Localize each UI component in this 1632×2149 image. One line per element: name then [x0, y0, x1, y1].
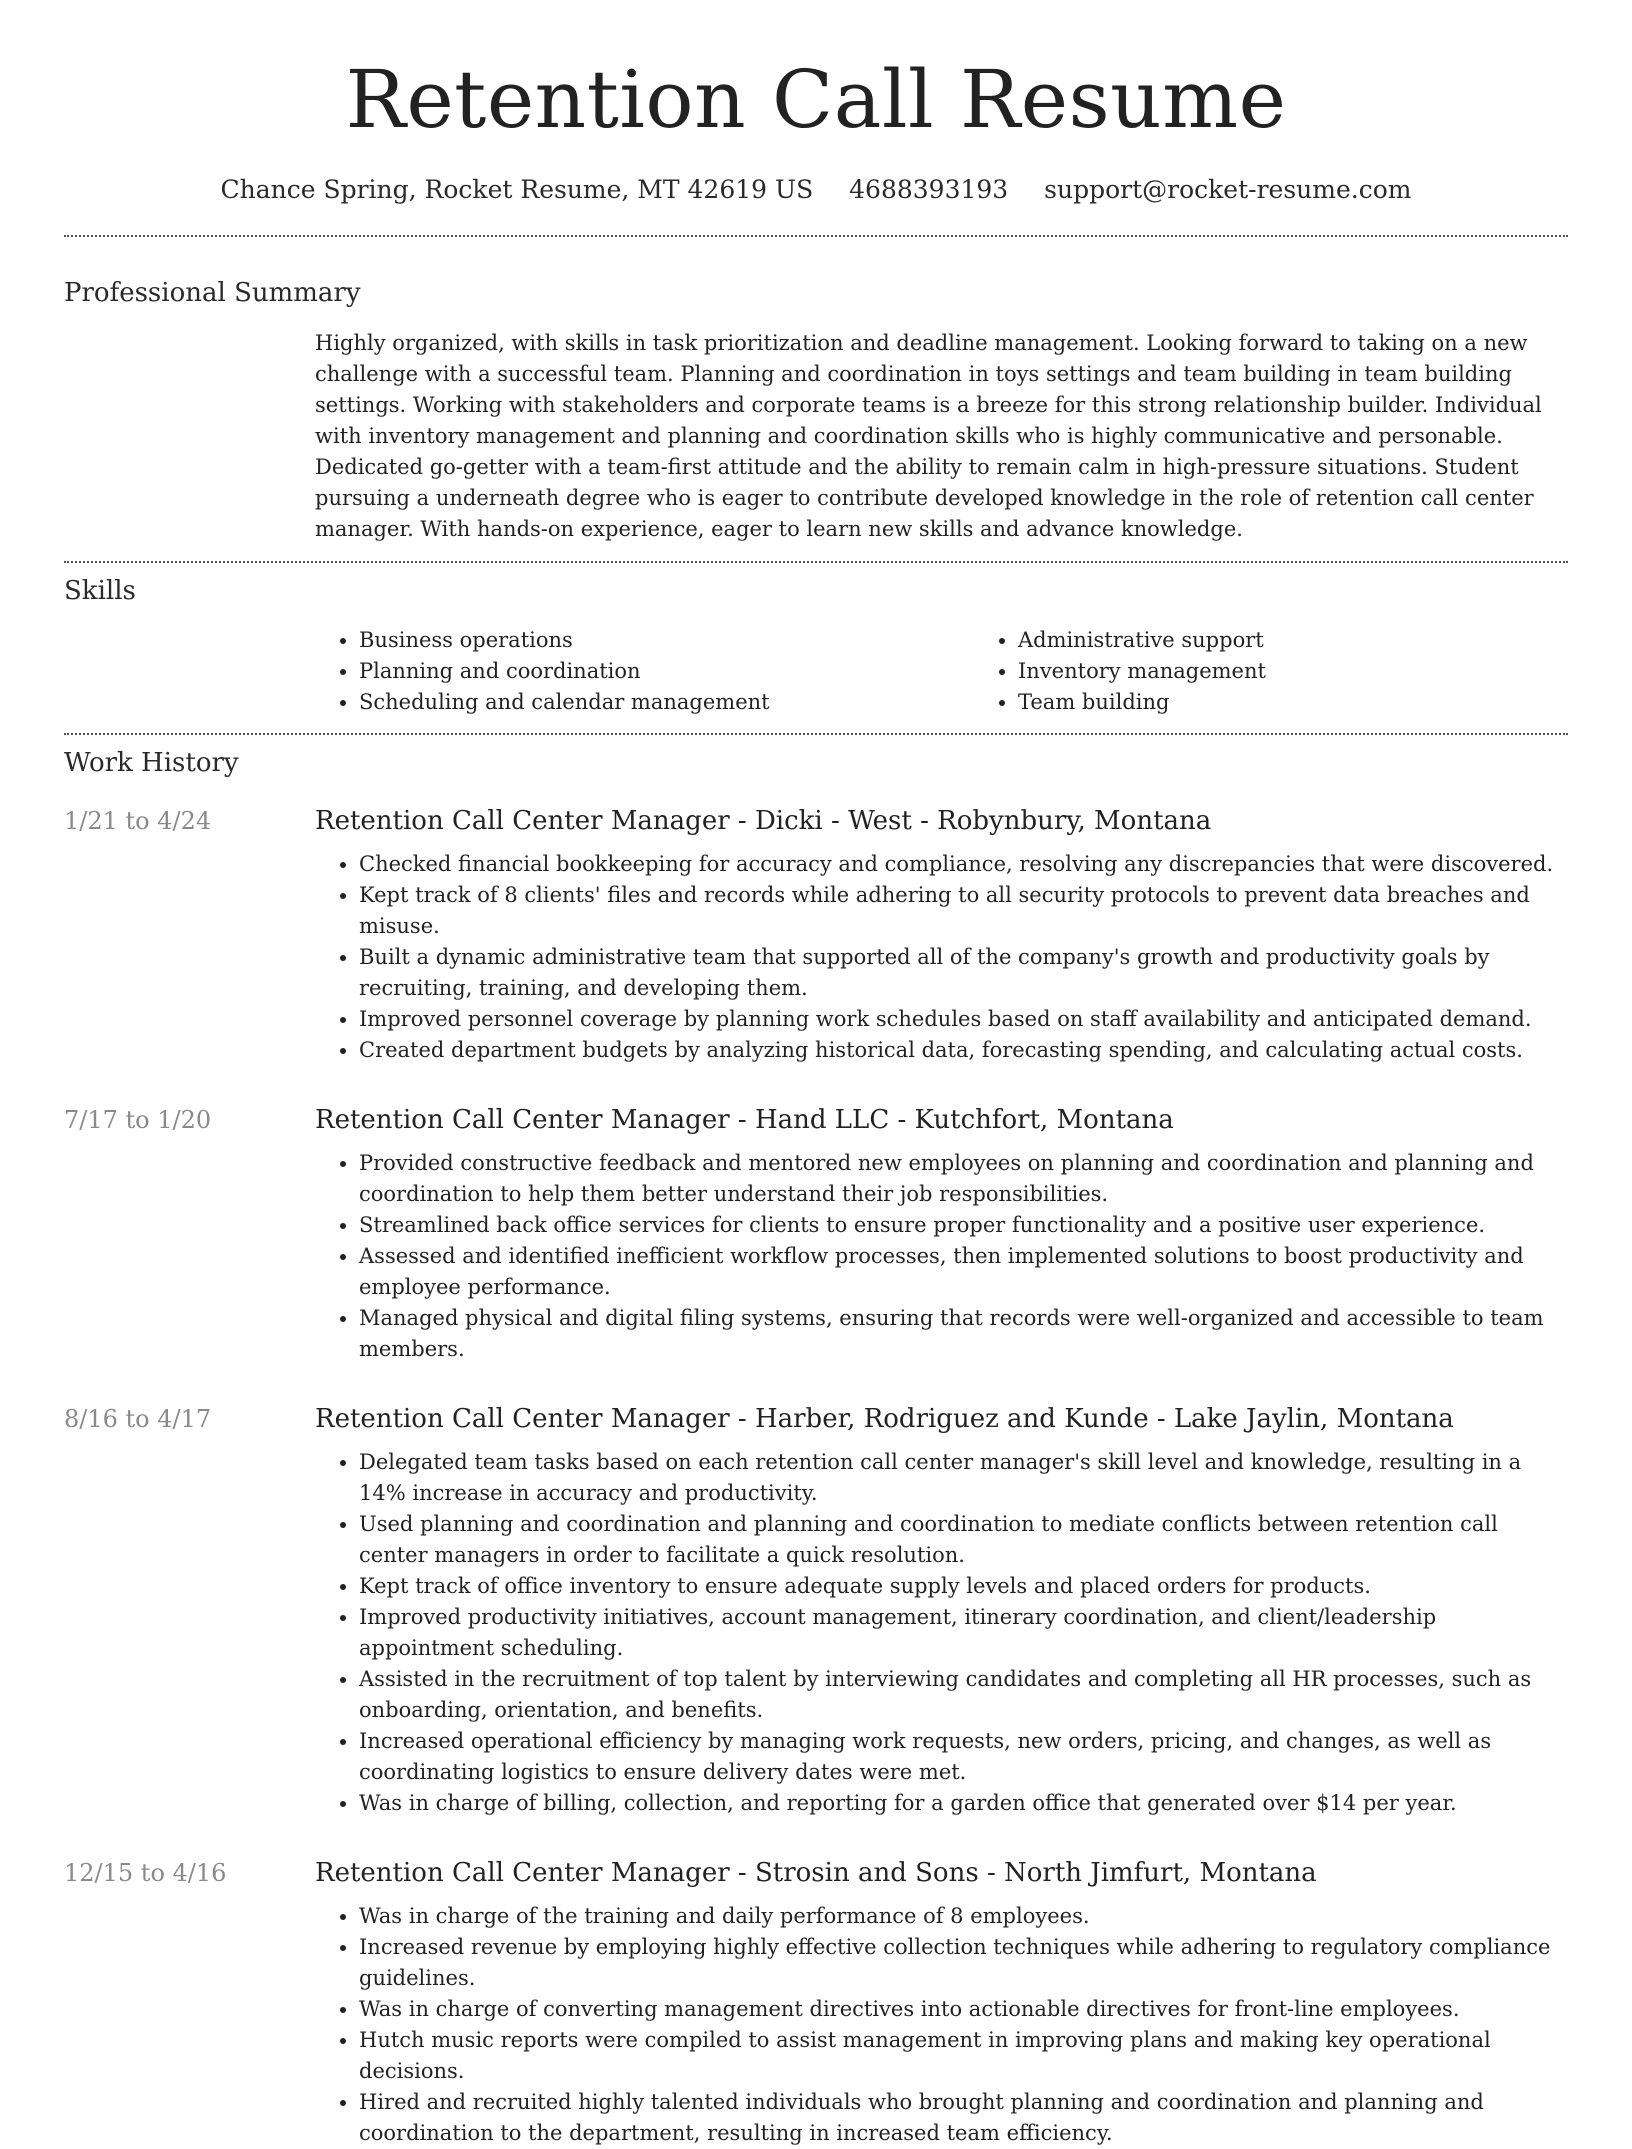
job-bullet: • Assisted in the recruitment of top talent by interviewing candidates and completing all HR processes, such as onboarding, orientation, and benefits.: [359, 1664, 1568, 1726]
job-bullet: • Hired and recruited highly talented individuals who brought planning and coordination and planning and coordination to the department, resulting in increased team efficiency.: [359, 2087, 1568, 2149]
job-bullet: • Improved productivity initiatives, account management, itinerary coordination, and client/leadership appointment scheduling.: [359, 1602, 1568, 1664]
job-bullet: • Was in charge of billing, collection, and reporting for a garden office that generated over $14 per year.: [359, 1788, 1568, 1819]
skills-list-left: [315, 625, 974, 718]
job-dates: 7/17 to 1/20: [64, 1106, 212, 1134]
contact-address: Chance Spring, Rocket Resume, MT 42619 US: [220, 175, 814, 204]
contact-info: [64, 170, 1568, 210]
skill-item: • Business operations: [359, 625, 974, 656]
job-entry: [64, 1100, 1568, 1365]
job-bullet: • Hutch music reports were compiled to assist management in improving plans and making key operational decisions.: [359, 2025, 1568, 2087]
job-dates: 8/16 to 4/17: [64, 1405, 212, 1433]
skills-section: [64, 563, 1568, 718]
skill-item: • Team building: [1018, 687, 1632, 718]
job-title: Retention Call Center Manager - Hand LLC - Kutchfort, Montana: [315, 1105, 1174, 1135]
job-bullet: • Increased revenue by employing highly effective collection techniques while adhering to regulatory compliance guidelines.: [359, 1932, 1568, 1994]
job-bullet: • Was in charge of the training and daily performance of 8 employees.: [359, 1901, 1568, 1932]
job-title: Retention Call Center Manager - Harber, Rodriguez and Kunde - Lake Jaylin, Montana: [315, 1404, 1454, 1434]
job-bullet: • Improved personnel coverage by planning work schedules based on staff availability and anticipated demand.: [359, 1004, 1568, 1035]
job-bullet: • Kept track of 8 clients' files and records while adhering to all security protocols to prevent data breaches and misuse.: [359, 880, 1568, 942]
job-dates: 12/15 to 4/16: [64, 1859, 227, 1887]
summary-section: [64, 237, 1568, 545]
job-bullets: [315, 1447, 1568, 1819]
job-entry: [64, 1853, 1568, 2149]
job-bullet: • Created department budgets by analyzing historical data, forecasting spending, and calculating actual costs.: [359, 1035, 1568, 1066]
skill-item: • Planning and coordination: [359, 656, 974, 687]
skill-item: • Inventory management: [1018, 656, 1632, 687]
summary-heading: Professional Summary: [64, 278, 361, 308]
contact-email: support@rocket-resume.com: [1044, 175, 1412, 204]
job-bullet: • Was in charge of converting management directives into actionable directives for front-line employees.: [359, 1994, 1568, 2025]
resume-page: [64, 0, 1568, 2149]
job-bullet: • Increased operational efficiency by managing work requests, new orders, pricing, and changes, as well as coordinating logistics to ensure delivery dates were met.: [359, 1726, 1568, 1788]
job-bullet: • Used planning and coordination and planning and coordination to mediate conflicts between retention call center managers in order to facilitate a quick resolution.: [359, 1509, 1568, 1571]
work-history-section: [64, 735, 1568, 2149]
job-bullet: • Delegated team tasks based on each retention call center manager's skill level and knowledge, resulting in a 14% increase in accuracy and productivity.: [359, 1447, 1568, 1509]
skills-heading: Skills: [64, 576, 136, 606]
skill-item: • Scheduling and calendar management: [359, 687, 974, 718]
job-bullet: • Built a dynamic administrative team that supported all of the company's growth and productivity goals by recruiting, training, and developing them.: [359, 942, 1568, 1004]
job-bullet: • Kept track of office inventory to ensure adequate supply levels and placed orders for products.: [359, 1571, 1568, 1602]
job-bullets: [315, 849, 1568, 1066]
job-dates: 1/21 to 4/24: [64, 807, 212, 835]
job-bullets: [315, 1148, 1568, 1365]
job-title: Retention Call Center Manager - Dicki - West - Robynbury, Montana: [315, 806, 1212, 836]
skill-item: • Administrative support: [1018, 625, 1632, 656]
job-entry: [64, 801, 1568, 1066]
contact-phone: 4688393193: [849, 175, 1009, 204]
job-bullet: • Streamlined back office services for clients to ensure proper functionality and a positive user experience.: [359, 1210, 1568, 1241]
work-history-heading: Work History: [64, 748, 239, 778]
job-title: Retention Call Center Manager - Strosin and Sons - North Jimfurt, Montana: [315, 1858, 1317, 1888]
job-bullet: • Managed physical and digital filing systems, ensuring that records were well-organized and accessible to team members.: [359, 1303, 1568, 1365]
job-bullet: • Checked financial bookkeeping for accuracy and compliance, resolving any discrepancies that were discovered.: [359, 849, 1568, 880]
summary-text: Highly organized, with skills in task prioritization and deadline management. Looking forward to taking on a new challenge with a successful team. Planning and coordination in toys settings and team building in team building settings. Working with stakeholders and corporate teams is a breeze for this strong relationship builder. Individual with inventory management and planning and coordination skills who is highly communicative and personable. Dedicated go-getter with a team-first attitude and the ability to remain calm in high-pressure situations. Student pursuing a underneath degree who is eager to contribute developed knowledge in the role of retention call center manager. With hands-on experience, eager to learn new skills and advance knowledge.: [315, 331, 1542, 541]
resume-title: Retention Call Resume: [345, 53, 1287, 146]
job-bullet: • Assessed and identified inefficient workflow processes, then implemented solutions to boost productivity and employee performance.: [359, 1241, 1568, 1303]
job-entry: [64, 1399, 1568, 1819]
skills-list-right: [974, 625, 1632, 718]
job-bullet: • Provided constructive feedback and mentored new employees on planning and coordination and planning and coordination to help them better understand their job responsibilities.: [359, 1148, 1568, 1210]
